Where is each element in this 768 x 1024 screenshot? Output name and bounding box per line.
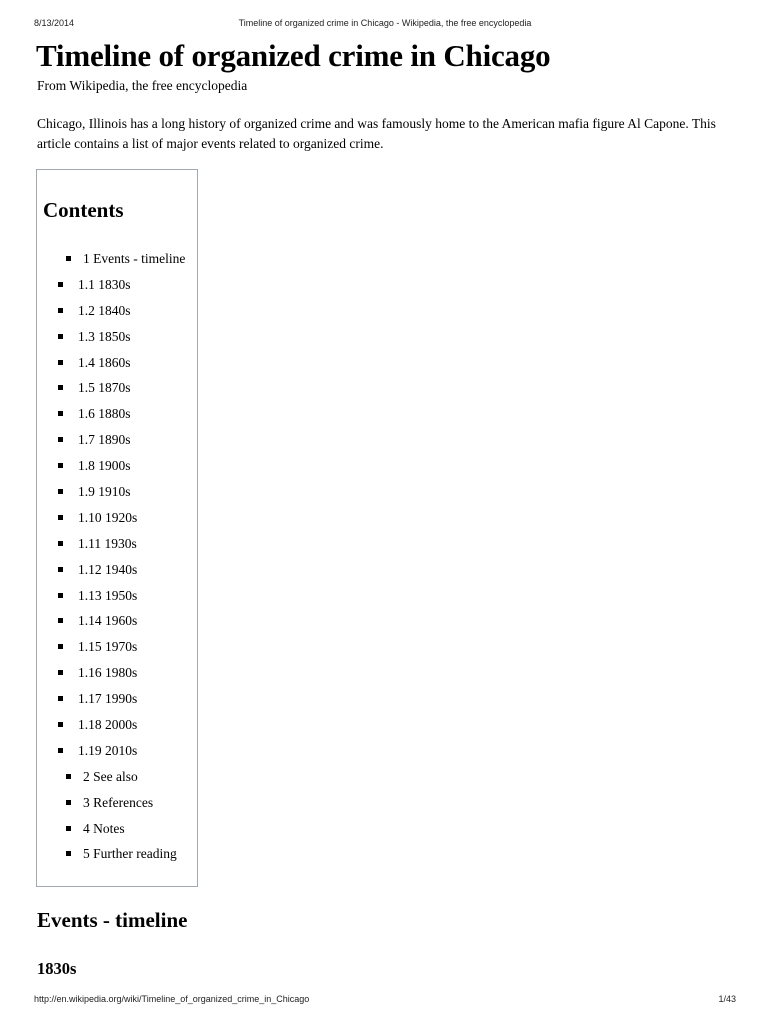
section-heading-events: Events - timeline [37, 908, 188, 932]
bullet-icon [58, 593, 63, 598]
toc-subitem[interactable] [78, 479, 197, 505]
toc-subitem-label[interactable]: 1.16 1980s [78, 665, 138, 681]
toc-item-notes[interactable] [37, 816, 197, 842]
toc-item-label[interactable]: 1 Events - timeline [83, 251, 186, 266]
toc-subitem-label[interactable]: 1.12 1940s [78, 561, 138, 577]
toc-subitem[interactable] [78, 712, 197, 738]
bullet-icon [58, 567, 63, 572]
bullet-icon [58, 282, 63, 287]
toc-subitem-label[interactable]: 1.15 1970s [78, 639, 138, 655]
toc-sublist [78, 272, 197, 764]
bullet-icon [58, 722, 63, 727]
toc-subitem[interactable] [78, 298, 197, 324]
toc-subitem-label[interactable]: 1.10 1920s [78, 509, 138, 525]
toc-title: Contents [43, 198, 124, 222]
toc-subitem[interactable] [78, 401, 197, 427]
bullet-icon [58, 463, 63, 468]
bullet-icon [66, 774, 71, 779]
toc-subitem-label[interactable]: 1.9 1910s [78, 484, 131, 500]
print-header [34, 18, 736, 32]
toc-subitem-label[interactable]: 1.7 1890s [78, 432, 131, 448]
toc-item-label[interactable]: 4 Notes [83, 820, 125, 836]
toc-subitem[interactable] [78, 583, 197, 609]
toc-subitem-label[interactable]: 1.14 1960s [78, 613, 138, 629]
toc-list [37, 246, 197, 867]
bullet-icon [58, 644, 63, 649]
toc-sublist-container [37, 272, 197, 764]
print-footer [34, 994, 736, 1008]
toc-subitem-label[interactable]: 1.11 1930s [78, 535, 137, 551]
toc-subitem[interactable] [78, 531, 197, 557]
toc-item-references[interactable] [37, 790, 197, 816]
toc-subitem[interactable] [78, 272, 197, 298]
bullet-icon [58, 748, 63, 753]
bullet-icon [58, 385, 63, 390]
toc-item-events-timeline[interactable] [37, 246, 197, 272]
bullet-icon [58, 670, 63, 675]
bullet-icon [58, 334, 63, 339]
bullet-icon [58, 541, 63, 546]
toc-subitem-label[interactable]: 1.18 2000s [78, 717, 138, 733]
bullet-icon [58, 515, 63, 520]
toc-subitem-label[interactable]: 1.8 1900s [78, 458, 131, 474]
toc-item-see-also[interactable] [37, 764, 197, 790]
bullet-icon [58, 489, 63, 494]
intro-paragraph: Chicago, Illinois has a long history of organized crime and was famously home to the American mafia figure Al Capone. This article contains a list of major events related to organized crime. [37, 116, 716, 151]
bullet-icon [58, 411, 63, 416]
print-date: 8/13/2014 [34, 18, 75, 28]
toc-subitem[interactable] [78, 324, 197, 350]
toc-subitem[interactable] [78, 350, 197, 376]
toc-subitem-label[interactable]: 1.4 1860s [78, 354, 131, 370]
toc-subitem[interactable] [78, 634, 197, 660]
toc-item-label[interactable]: 3 References [83, 794, 154, 810]
toc-subitem[interactable] [78, 375, 197, 401]
toc-subitem-label[interactable]: 1.19 2010s [78, 742, 138, 758]
toc-item-label[interactable]: 2 See also [83, 768, 138, 784]
bullet-icon [66, 800, 71, 805]
toc-item-further-reading[interactable] [37, 841, 197, 867]
toc-subitem[interactable] [78, 608, 197, 634]
toc-subitem[interactable] [78, 660, 197, 686]
toc-subitem[interactable] [78, 557, 197, 583]
toc-subitem-label[interactable]: 1.17 1990s [78, 691, 138, 707]
subsection-heading-1830s: 1830s [37, 959, 77, 978]
toc-subitem[interactable] [78, 427, 197, 453]
table-of-contents [36, 169, 198, 887]
page-title: Timeline of organized crime in Chicago [36, 38, 551, 73]
print-url: http://en.wikipedia.org/wiki/Timeline_of_organized_crime_in_Chicago [34, 994, 310, 1004]
toc-subitem-label[interactable]: 1.6 1880s [78, 406, 131, 422]
print-page-title: Timeline of organized crime in Chicago - Wikipedia, the free encyclopedia [238, 18, 532, 28]
bullet-icon [58, 696, 63, 701]
article-tagline: From Wikipedia, the free encyclopedia [37, 78, 248, 93]
page-number: 1/43 [718, 994, 736, 1004]
bullet-icon [66, 256, 71, 261]
toc-subitem[interactable] [78, 686, 197, 712]
bullet-icon [66, 851, 71, 856]
bullet-icon [66, 826, 71, 831]
bullet-icon [58, 437, 63, 442]
toc-subitem[interactable] [78, 453, 197, 479]
toc-item-label[interactable]: 5 Further reading [83, 846, 177, 862]
toc-subitem-label[interactable]: 1.1 1830s [78, 276, 131, 292]
toc-subitem-label[interactable]: 1.5 1870s [78, 380, 131, 396]
toc-subitem[interactable] [78, 738, 197, 764]
bullet-icon [58, 360, 63, 365]
toc-subitem[interactable] [78, 505, 197, 531]
toc-subitem-label[interactable]: 1.13 1950s [78, 587, 138, 603]
toc-subitem-label[interactable]: 1.2 1840s [78, 302, 131, 318]
bullet-icon [58, 618, 63, 623]
toc-subitem-label[interactable]: 1.3 1850s [78, 328, 131, 344]
bullet-icon [58, 308, 63, 313]
